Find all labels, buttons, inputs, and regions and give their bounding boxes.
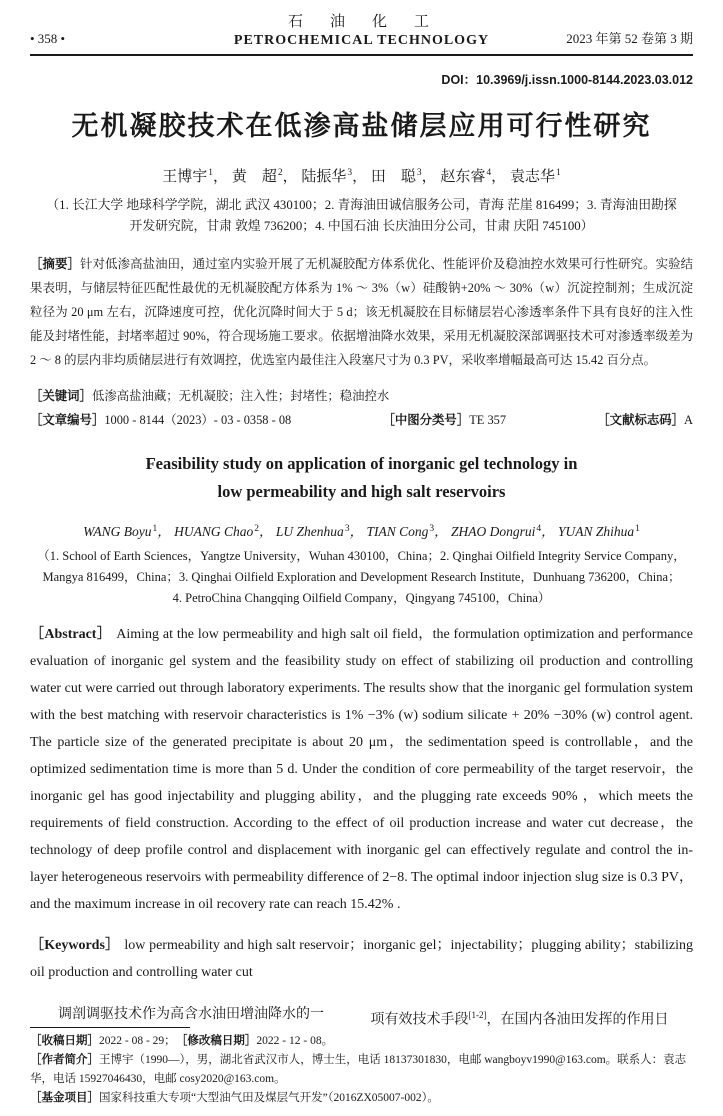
article-number [30, 408, 291, 432]
footnote-rule [30, 1027, 190, 1028]
doi-line: DOI：10.3969/j.issn.1000-8144.2023.03.012 [441, 73, 693, 87]
body-text: ，在国内各油田发挥的作用日 [486, 1013, 669, 1029]
affiliations-en [30, 546, 693, 609]
author-superscript: 3 [344, 523, 350, 534]
author-separator: ， [421, 169, 437, 185]
author-name: ZHAO Dongrui [450, 524, 536, 540]
page-header [30, 10, 693, 56]
author-superscript: 3 [429, 523, 435, 534]
article-number-label: ［文章编号］ [30, 413, 105, 428]
author-separator: ， [157, 524, 171, 540]
author-cn [440, 169, 506, 185]
received-date-label: ［收稿日期］ [30, 1035, 99, 1047]
keywords-en-label: ［Keywords］ [30, 938, 120, 954]
author-superscript: 3 [416, 168, 422, 178]
fund-text: 国家科技重大专项“大型油气田及煤层气开发”（2016ZX05007-002）。 [99, 1092, 439, 1104]
abstract-en [30, 621, 693, 918]
authors-cn [30, 165, 693, 186]
article-meta-row [30, 408, 693, 432]
author-name: 陆振华 [301, 169, 347, 185]
author-separator: ， [213, 169, 229, 185]
author-cn [510, 169, 561, 185]
author-bio-label: ［作者简介］ [30, 1054, 99, 1066]
clc-label: ［中图分类号］ [382, 413, 470, 428]
affiliation-cn-line: （1. 长江大学 地球科学学院，湖北 武汉 430100；2. 青海油田诚信服务公司，青海 茫崖 816499；3. 青海油田勘探 [46, 198, 677, 212]
article-title-en-line: low permeability and high salt reservoirs [217, 482, 506, 502]
fund-label: ［基金项目］ [30, 1092, 99, 1104]
abstract-en-text: Aiming at the low permeability and high salt oil field，the formulation optimization and performance evaluation of inorganic gel system and the feasibility study on effect of stabilizing oil production and controlling water cut were carried out through laboratory experiments. The results show that the inorganic gel formulation system with the best matching with reservoir characteristics is 1% −3% (w) sodium silicate + 20% −30% (w) control agent. The particle size of the generated precipitate is about 20 μm，the sedimentation speed is controllable，and the optimized sedimentation time is more than 5 d. Under the condition of core permeability of the target reservoir，the inorganic gel has good injectability and plugging ability，and the plugging rate exceeds 90% ，which meets the requirements of field construction. According to the effect of oil production increase and water cut decrease，the technology of deep profile control and displacement with inorganic gel can effectively regulate and control the in-layer heterogeneous reservoirs with permeability difference of 2−8. The optimal indoor injection slug size is 0.3 PV，and the maximum increase in oil recovery rate can reach 15.42% . [30, 627, 693, 913]
author-name: 黄 超 [231, 169, 277, 185]
author-superscript: 4 [536, 523, 542, 534]
footnote-dates [30, 1032, 693, 1051]
footnote-author-bio [30, 1051, 693, 1089]
journal-title-block [234, 10, 489, 49]
author-superscript: 4 [486, 168, 492, 178]
author-separator: ， [541, 524, 555, 540]
doc-code [597, 408, 693, 432]
author-name: LU Zhenhua [275, 524, 344, 540]
body-text: 项有效技术手段 [370, 1013, 469, 1029]
author-name: 袁志华 [509, 169, 555, 185]
author-separator: ， [349, 524, 364, 540]
body-paragraph: 调剖调驱技术作为高含水油田增油降水的一 [58, 1007, 324, 1023]
author-cn [162, 169, 228, 185]
author-name: HUANG Chao [174, 524, 254, 540]
author-name: 田 聪 [370, 169, 416, 185]
author-separator: ， [282, 169, 298, 185]
article-number-value: 1000 - 8144（2023）- 03 - 0358 - 08 [104, 413, 292, 428]
journal-title-en: PETROCHEMICAL TECHNOLOGY [233, 33, 490, 48]
author-en [83, 524, 171, 539]
author-cn [301, 169, 367, 185]
author-name: WANG Boyu [83, 524, 152, 540]
article-title-cn: 无机凝胶技术在低渗高盐储层应用可行性研究 [71, 111, 652, 141]
abstract-en-label: ［Abstract］ [30, 627, 112, 643]
author-superscript: 3 [347, 168, 353, 178]
citation-superscript: [1-2] [468, 1010, 487, 1021]
received-date: 2022 - 08 - 29； [99, 1035, 176, 1047]
author-separator: ， [352, 169, 368, 185]
revised-date: 2022 - 12 - 08。 [256, 1035, 334, 1047]
abstract-cn [30, 252, 693, 372]
keywords-cn-text: 低渗高盐油藏；无机凝胶；注入性；封堵性；稳油控水 [91, 389, 390, 404]
revised-date-label: ［修改稿日期］ [181, 1035, 257, 1047]
author-superscript: 1 [208, 168, 214, 178]
author-superscript: 1 [635, 523, 640, 534]
footnote-fund [30, 1089, 693, 1108]
author-en [558, 524, 640, 539]
clc-number [382, 408, 506, 432]
author-en [276, 524, 363, 539]
affiliations-cn [30, 195, 693, 237]
author-en [174, 524, 272, 539]
affiliation-cn-line: 开发研究院，甘肃 敦煌 736200；4. 中国石油 长庆油田分公司，甘肃 庆阳 745100） [129, 219, 594, 233]
keywords-en [30, 932, 693, 986]
keywords-en-text: low permeability and high salt reservoir；inorganic gel；injectability；plugging ability；stabilizing oil production and controlling water cut [30, 938, 693, 981]
keywords-cn-label: ［关键词］ [30, 389, 92, 404]
clc-value: TE 357 [469, 413, 507, 428]
abstract-cn-text: 针对低渗高盐油田，通过室内实验开展了无机凝胶配方体系优化、性能评价及稳油控水效果可行性研究。实验结果表明，与储层特征匹配性最优的无机凝胶配方体系为 1% ～ 3%（w）硅酸钠+20% ～ 30%（w）沉淀控制剂；生成沉淀粒径为 20 μm 左右，沉降速度可控，优化沉降时间大于 5 d；该无机凝胶在目标储层岩心渗透率条件下具有良好的注入性能及封堵性能，封堵率超过 90%，符合现场施工要求。依据增油降水效果，采用无机凝胶深部调驱技术可对渗透率级差为 2 ～ 8 的层内非均质储层进行有效调控，优选室内最佳注入段塞尺寸为 0.3 PV，采收率增幅最高可达 15.42 百分点。 [30, 257, 693, 367]
journal-title-cn: 石 油 化 工 [287, 14, 435, 30]
author-name: YUAN Zhihua [557, 524, 635, 540]
author-superscript: 1 [152, 523, 158, 534]
affiliation-en-line: Mangya 816499，China；3. Qinghai Oilfield Exploration and Development Research Institute，Dunhuang 736200，China； [42, 570, 681, 585]
authors-en [30, 520, 693, 540]
affiliation-en-line: （1. School of Earth Sciences，Yangtze University，Wuhan 430100，China；2. Qinghai Oilfield Integrity Service Company， [37, 549, 686, 564]
issue-info: 2023 年第 52 卷第 3 期 [566, 31, 693, 46]
affiliation-en-line: 4. PetroChina Changqing Oilfield Company，Qingyang 745100，China） [172, 591, 551, 606]
author-name: TIAN Cong [366, 524, 429, 540]
author-separator: ， [491, 169, 507, 185]
article-title-en-line: Feasibility study on application of inorganic gel technology in [145, 454, 578, 474]
author-cn [232, 169, 298, 185]
author-name: 赵东睿 [440, 169, 486, 185]
author-name: 王博宇 [162, 169, 208, 185]
author-bio-text: 王博宇（1990—），男，湖北省武汉市人，博士生，电话 18137301830，电邮 wangboyv1990@163.com。联系人：袁志华，电话 15927046430，电邮 cosy2020@163.com。 [30, 1054, 687, 1085]
page-number: • 358 • [30, 31, 66, 46]
author-en [366, 524, 447, 539]
footnote-block [30, 1027, 693, 1108]
doc-code-value: A [684, 413, 693, 428]
doc-code-label: ［文献标志码］ [597, 413, 685, 428]
author-separator: ， [434, 524, 448, 540]
author-superscript: 2 [277, 168, 283, 178]
author-en [451, 524, 555, 539]
abstract-cn-label: ［摘要］ [30, 257, 81, 271]
keywords-cn [30, 384, 693, 408]
author-cn [371, 169, 437, 185]
author-superscript: 1 [555, 168, 561, 178]
author-separator: ， [259, 524, 273, 540]
author-superscript: 2 [254, 523, 260, 534]
article-title-en [30, 450, 693, 506]
